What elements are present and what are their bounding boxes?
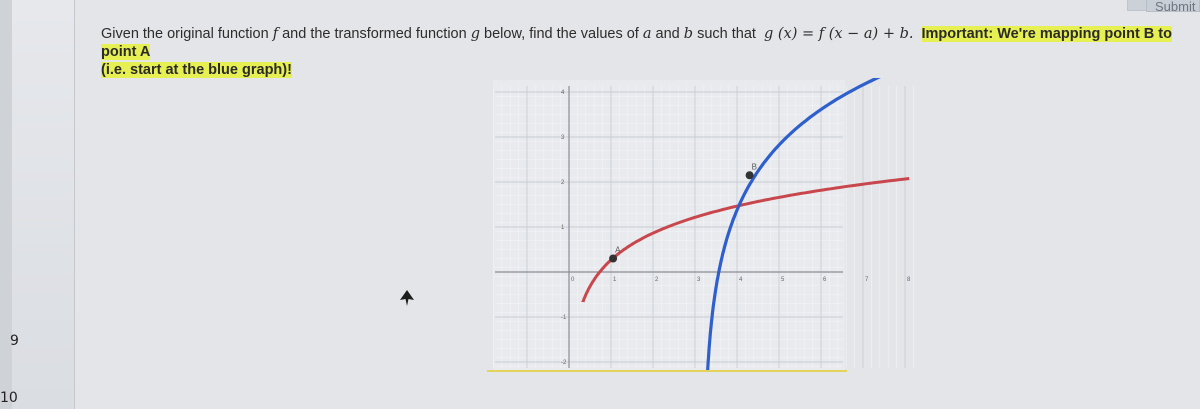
x-tick-label: 1 [613, 277, 617, 283]
point-a[interactable] [609, 255, 617, 263]
x-tick-label: 4 [739, 277, 743, 283]
function-graph [487, 78, 927, 383]
x-tick-label: 3 [697, 277, 701, 283]
y-tick-label: 4 [561, 90, 565, 96]
y-tick-label: 3 [561, 135, 565, 141]
question-text-part: and [655, 26, 680, 42]
x-tick-label: 7 [865, 277, 869, 283]
math-b: b [683, 26, 694, 42]
x-tick-label: 5 [781, 277, 785, 283]
important-note-continued: (i.e. start at the blue graph)! [101, 62, 292, 78]
question-text-part: such that [697, 26, 756, 42]
point-a-label: A [615, 245, 621, 255]
row-number: 9 [10, 333, 19, 349]
question-panel [75, 0, 1200, 409]
y-tick-label: 2 [561, 180, 565, 186]
math-g: g [470, 26, 481, 42]
y-tick-label: -2 [561, 360, 567, 366]
x-tick-label: 0 [571, 277, 575, 283]
x-tick-label: 8 [907, 277, 911, 283]
important-note: Important: We're mapping point B to point A [101, 26, 1172, 60]
submit-button[interactable]: Submit [1146, 0, 1200, 12]
row-number: 10 [0, 390, 18, 406]
left-panel [12, 0, 75, 409]
math-f: f [272, 26, 279, 42]
question-text-part: and the transformed function [282, 26, 467, 42]
point-b-label: B [751, 162, 757, 172]
graph-svg [487, 78, 927, 378]
point-b[interactable] [746, 171, 754, 179]
math-a: a [642, 26, 652, 42]
math-equation: g (x) = f (x − a) + b. [763, 26, 914, 42]
y-tick-label: 1 [561, 225, 565, 231]
x-tick-label: 2 [655, 277, 659, 283]
y-tick-label: -1 [561, 315, 567, 321]
question-text [101, 25, 1181, 79]
x-tick-label: 6 [823, 277, 827, 283]
mouse-cursor-icon [400, 290, 414, 311]
question-text-part: below, find the values of [484, 26, 639, 42]
question-text-part: Given the original function [101, 26, 269, 42]
